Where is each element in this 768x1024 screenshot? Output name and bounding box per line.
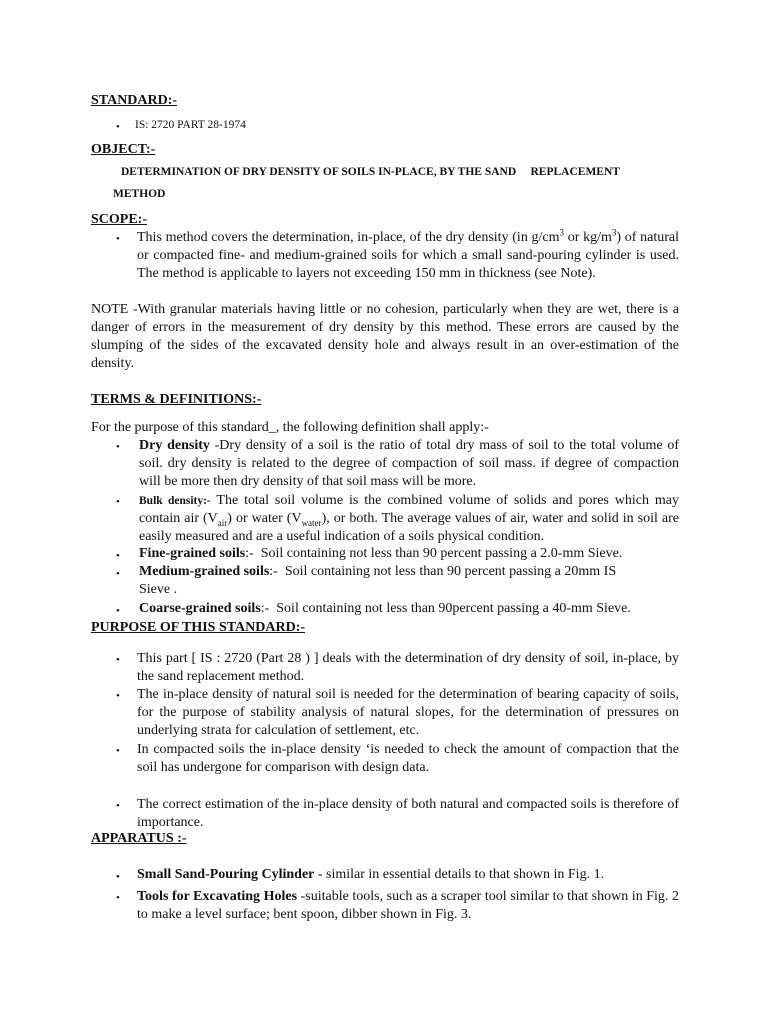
term-fine-grained: Fine-grained soils:- Soil containing not less than 90 percent passing a 2.0-mm Sieve. [139,546,623,561]
purpose-item-1: This part [ IS : 2720 (Part 28 ) ] deals with the determination of dry density of soil, in-place, by the sand replacement method. [137,651,679,684]
purpose-item-4: The correct estimation of the in-place density of both natural and compacted soils is therefore of importance. [137,797,679,830]
purpose-heading: PURPOSE OF THIS STANDARD:- [91,620,306,635]
terms-intro: For the purpose of this standard_, the following definition shall apply:- [91,420,489,435]
terms-heading: TERMS & DEFINITIONS:- [91,392,262,407]
object-line-1: DETERMINATION OF DRY DENSITY OF SOILS IN-PLACE, BY THE SAND REPLACEMENT [121,166,620,178]
scope-heading: SCOPE:- [91,212,147,227]
object-line-2: METHOD [113,188,166,200]
standard-item: IS: 2720 PART 28-1974 [135,119,246,131]
apparatus-item-2: Tools for Excavating Holes -suitable tools, such as a scraper tool similar to that shown in Fig. 2 to make a level surface; bent spoon, dibber shown in Fig. 3. [137,889,679,922]
purpose-item-2: The in-place density of natural soil is needed for the determination of bearing capacity of soils, for the purpose of stability analysis of natural slopes, for the determination of pressures on underlying strata for calculation of settlement, etc. [137,687,679,738]
purpose-item-3: In compacted soils the in-place density ‘is needed to check the amount of compaction that the soil has undergone for comparison with design data. [137,742,679,775]
standard-heading: STANDARD:- [91,93,178,108]
term-bulk-density: Bulk density:- The total soil volume is the combined volume of solids and pores which may contain air $(V_{air})$ or water $(V_{water})$, or both. The average values of air, water and solid in soil are easily measured and are a useful indication of a soils physical condition. [139,493,680,544]
bullet-icon: • [116,892,120,904]
term-dry-density: Dry density -Dry density of a soil is the ratio of total dry mass of soil to the total volume of soil. dry density is related to the degree of compaction of soil mass. if degree of compaction will be more then dry density of that soil mass will be more. [139,438,679,489]
bullet-icon: • [116,654,120,666]
bullet-icon: • [116,550,120,562]
object-heading: OBJECT:- [91,142,156,157]
bullet-icon: • [116,233,120,245]
term-medium-grained: Medium-grained soils:- Soil containing not less than 90 percent passing a 20mm IS [139,564,617,579]
term-medium-grained-cont: Sieve . [139,582,178,597]
term-coarse-grained: Coarse-grained soils:- Soil containing not less than 90percent passing a 40-mm Sieve. [139,601,631,616]
apparatus-item-1: Small Sand-Pouring Cylinder - similar in essential details to that shown in Fig. 1. [137,867,605,882]
scope-bullet: This method covers the determination, in-place, of the dry density (in $g/cm^3$ or $kg/m^3$) of natural or compacted fine- and medium-grained soils for which a small sand-pouring cylinder is used. The method is applicable to layers not exceeding 150 mm in thickness (see Note). [137,227,679,281]
bullet-icon: • [116,121,120,133]
apparatus-heading: APPARATUS :- [91,831,187,846]
bullet-icon: • [116,800,120,812]
bullet-icon: • [116,745,120,757]
bullet-icon: • [116,441,120,453]
bullet-icon: • [116,605,120,617]
bullet-icon: • [116,690,120,702]
bullet-icon: • [116,568,120,580]
scope-note: NOTE -With granular materials having little or no cohesion, particularly when they are wet, there is a danger of errors in the measurement of dry density by this method. These errors are caused by the slumping of the sides of the excavated density hole and always result in an over-estimation of the density. [91,302,679,371]
bullet-icon: • [116,871,120,883]
bullet-icon: • [116,496,120,508]
